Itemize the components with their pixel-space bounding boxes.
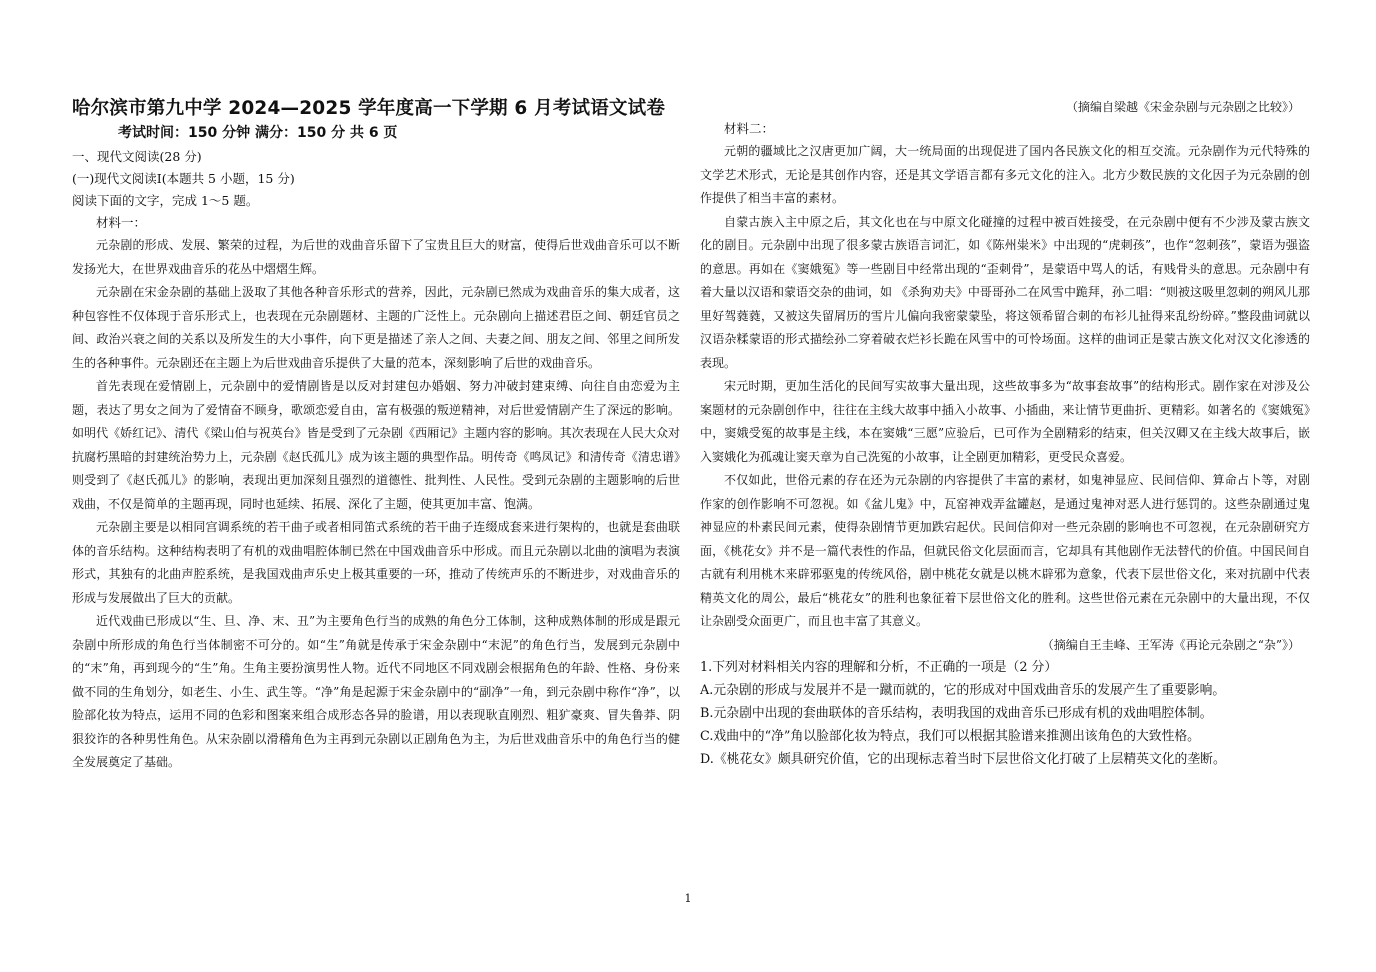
exam-subtitle: 考试时间：150 分钟 满分：150 分 共 6 页	[118, 125, 398, 141]
source-citation: （摘编自王圭峰、王军涛《再论元杂剧之“杂”》）	[1041, 637, 1300, 652]
source-citation: （摘编自梁越《宋金杂剧与元杂剧之比较》）	[1065, 100, 1300, 114]
subsection-heading: (一)现代文阅读Ⅰ(本题共 5 小题，15 分)	[72, 171, 295, 186]
paragraph: 自蒙古族入主中原之后，其文化也在与中原文化碰撞的过程中被百姓接受，在元杂剧中便有不少涉及蒙古族文化的剧目。元杂剧中出现了很多蒙古族语言词汇，如《陈州粜米》中出现的“虎刺孩”，也作“忽刺孩”，蒙语为强盗的意思。再如在《窦娥冤》等一些剧目中经常出现的“歪刺骨”，是蒙语中骂人的话，有贱骨头的意思。元杂剧中有着大量以汉语和蒙语交杂的曲词，如 《杀狗劝夫》中哥哥孙二在风雪中跪拜，孙二唱：“则被这吸里忽刺的朔风儿那里好驾蕤蕤，又被这失留屑历的雪片儿偏向我密蒙蒙坠，将这领希留合刺的布衫儿扯得来乱纷纷碎。”整段曲词就以汉语杂糅蒙语的形式描绘孙二穿着破衣烂衫长跪在风雪中的可怜场面。这样的曲词正是蒙古族文化对汉文化渗透的表现。	[700, 214, 1310, 370]
paragraph: 近代戏曲已形成以“生、旦、净、末、丑”为主要角色行当的成熟的角色分工体制，这种成熟体制的形成是跟元杂剧中所形成的角色行当体制密不可分的。如“生”角就是传承于宋金杂剧中“末泥”的角色行当，发展到元杂剧中的“末”角，再到现今的“生”角。生角主要扮演男性人物。近代不同地区不同戏剧会根据角色的年龄、性格、身份来做不同的生角划分，如老生、小生、武生等。“净”角是起源于宋金杂剧中的“副净”一角，到元杂剧中称作“净”，以脸部化妆为特点，运用不同的色彩和图案来组合成形态各异的脸谱，用以表现耿直刚烈、粗犷豪爽、冒失鲁莽、阴狠狡诈的各种男性角色。从宋杂剧以滑稽角色为主再到元杂剧以正剧角色为主，为后世戏曲音乐中的角色行当的健全发展奠定了基础。	[72, 614, 680, 769]
left-column	[72, 96, 680, 775]
option-a: A.元杂剧的形成与发展并不是一蹴而就的，它的形成对中国戏曲音乐的发展产生了重要影响。	[700, 682, 1226, 698]
paragraph: 元杂剧在宋金杂剧的基础上汲取了其他各种音乐形式的营养，因此，元杂剧已然成为戏曲音乐的集大成者，这种包容性不仅体现于音乐形式上，也表现在元杂剧题材、主题的广泛性上。元杂剧向上描述君臣之间、朝廷官员之间、政治兴衰之间的关系以及所发生的大小事件，向下更是描述了亲人之间、夫妻之间、朋友之间、邻里之间所发生的各种事件。元杂剧还在主题上为后世戏曲音乐提供了大量的范本，深刻影响了后世的戏曲音乐。	[72, 285, 680, 370]
option-d: D.《桃花女》颇具研究价值，它的出现标志着当时下层世俗文化打破了上层精英文化的垄断。	[700, 751, 1226, 767]
paragraph: 元杂剧的形成、发展、繁荣的过程，为后世的戏曲音乐留下了宝贵且巨大的财富，使得后世戏曲音乐可以不断发扬光大，在世界戏曲音乐的花丛中熠熠生辉。	[72, 238, 680, 276]
page-number: 1	[684, 892, 692, 905]
paragraph: 宋元时期，更加生活化的民间写实故事大量出现，这些故事多为“故事套故事”的结构形式。剧作家在对涉及公案题材的元杂剧创作中，往往在主线大故事中插入小故事、小插曲，来让情节更曲折、更精彩。如著名的《窦娥冤》中，窦娥受冤的故事是主线，本在窦娥“三愿”应验后，已可作为全剧精彩的结束，但关汉卿又在主线大故事后，嵌入窦娥化为孤魂让窦天章为自己洗冤的小故事，让全剧更加精彩，更受民众喜爱。	[700, 379, 1310, 464]
material-one-label: 材料一：	[96, 215, 147, 230]
section-heading: 一、现代文阅读(28 分)	[72, 149, 202, 164]
material-two-label: 材料二：	[724, 121, 775, 136]
option-c: C.戏曲中的“净”角以脸部化妆为特点，我们可以根据其脸谱来推测出该角色的大致性格。	[700, 728, 1200, 744]
exam-title: 哈尔滨市第九中学 2024—2025 学年度高一下学期 6 月考试语文试卷	[72, 98, 666, 119]
paragraph: 首先表现在爱情剧上，元杂剧中的爱情剧皆是以反对封建包办婚姻、努力冲破封建束缚、向往自由恋爱为主题，表达了男女之间为了爱情奋不顾身，歌颂恋爱自由，富有极强的叛逆精神，对后世爱情剧产生了深远的影响。如明代《娇红记》、清代《梁山伯与祝英台》皆是受到了元杂剧《西厢记》主题内容的影响。其次表现在人民大众对抗腐朽黑暗的封建统治势力上，元杂剧《赵氏孤儿》成为该主题的典型作品。明传奇《鸣凤记》和清传奇《清忠谱》则受到了《赵氏孤儿》的影响，表现出更加深刻且强烈的道德性、批判性、人民性。受到元杂剧的主题影响的后世戏曲，不仅是简单的主题再现，同时也延续、拓展、深化了主题，使其更加丰富、饱满。	[72, 379, 680, 511]
right-column	[700, 96, 1310, 771]
paragraph: 不仅如此，世俗元素的存在还为元杂剧的内容提供了丰富的素材，如鬼神显应、民间信仰、算命占卜等，对剧作家的创作影响不可忽视。如《盆儿鬼》中，瓦窑神戏弄盆罐赵，是通过鬼神对恶人进行惩罚的。这些杂剧通过鬼神显应的朴素民间元素，使得杂剧情节更加跌宕起伏。民间信仰对一些元杂剧的影响也不可忽视，在元杂剧研究方面，《桃花女》并不是一篇代表性的作品，但就民俗文化层面而言，它却具有其他剧作无法替代的价值。中国民间自古就有利用桃木来辟邪驱鬼的传统风俗，剧中桃花女就是以桃木辟邪为意象，代表下层世俗文化，来对抗剧中代表精英文化的周公，最后“桃花女”的胜利也象征着下层世俗文化的胜利。这些世俗元素在元杂剧中的大量出现，不仅让杂剧受众面更广，而且也丰富了其意义。	[700, 473, 1310, 628]
option-b: B.元杂剧中出现的套曲联体的音乐结构，表明我国的戏曲音乐已形成有机的戏曲唱腔体制。	[700, 705, 1213, 721]
paragraph: 元朝的疆域比之汉唐更加广阔，大一统局面的出现促进了国内各民族文化的相互交流。元杂剧作为元代特殊的文学艺术形式，无论是其创作内容，还是其文学语言都有多元文化的注入。北方少数民族的文化因子为元杂剧的创作提供了相当丰富的素材。	[700, 144, 1310, 205]
paragraph: 元杂剧主要是以相同宫调系统的若干曲子或者相同笛式系统的若干曲子连缀成套来进行架构的，也就是套曲联体的音乐结构。这种结构表明了有机的戏曲唱腔体制已然在中国戏曲音乐中形成。而且元杂剧以北曲的演唱为表演形式，其独有的北曲声腔系统，是我国戏曲声乐史上极其重要的一环，推动了传统声乐的不断进步，对戏曲音乐的形成与发展做出了巨大的贡献。	[72, 520, 680, 605]
question-stem: 1.下列对材料相关内容的理解和分析，不正确的一项是（2 分）	[700, 659, 1058, 675]
reading-instruction: 阅读下面的文字，完成 1～5 题。	[72, 193, 259, 208]
